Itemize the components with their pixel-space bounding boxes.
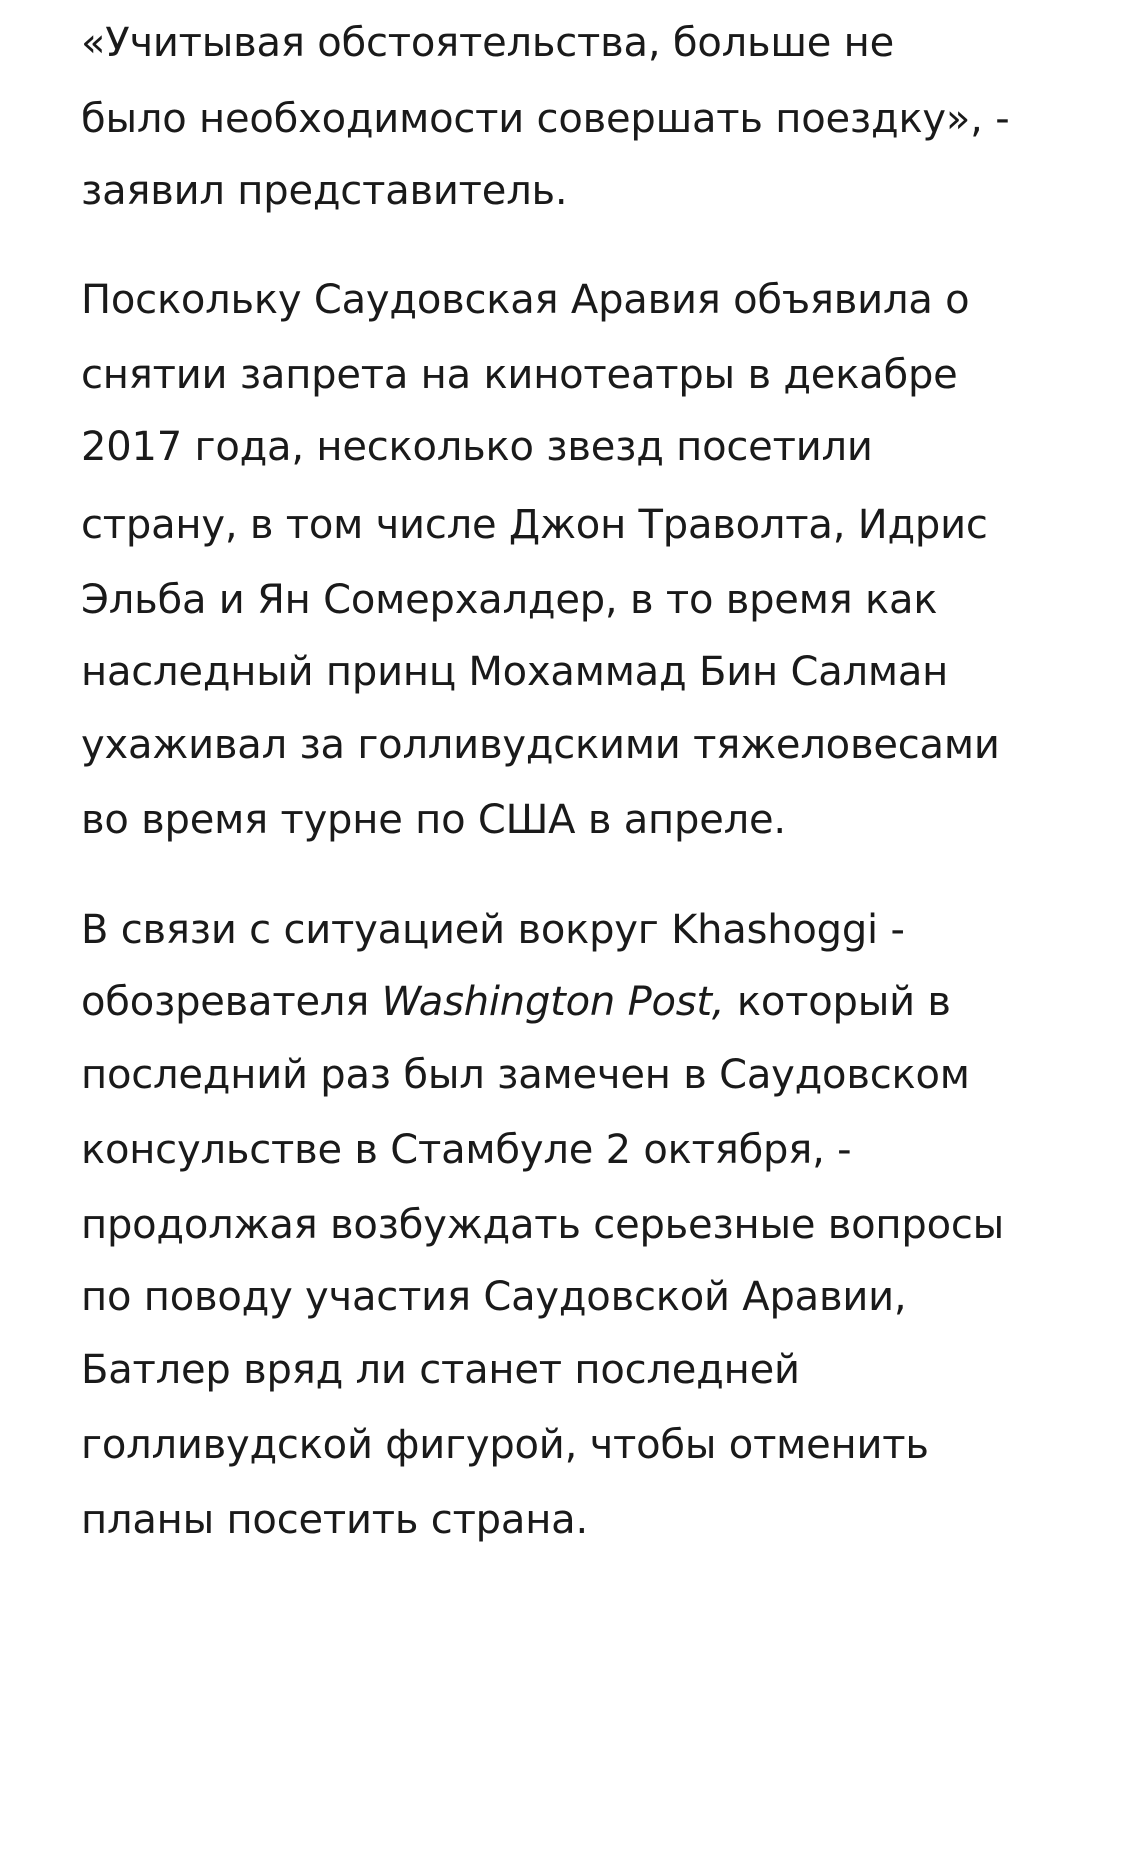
paragraph-line: заявил представитель. xyxy=(81,168,568,214)
paragraph-line: снятии запрета на кинотеатры в декабре xyxy=(81,352,958,398)
paragraph-line: страну, в том числе Джон Траволта, Идрис xyxy=(81,502,988,548)
paragraph-line: голливудской фигурой, чтобы отменить xyxy=(81,1422,929,1468)
paragraph-line: продолжая возбуждать серьезные вопросы xyxy=(81,1202,1005,1248)
paragraph-line: «Учитывая обстоятельства, больше не xyxy=(81,20,895,66)
paragraph-line: было необходимости совершать поездку», - xyxy=(81,96,1010,142)
paragraph-line xyxy=(81,977,951,1027)
paragraph-text: который в xyxy=(724,979,951,1025)
paragraph-line: консульстве в Стамбуле 2 октября, - xyxy=(81,1127,852,1173)
paragraph-line: по поводу участия Саудовской Аравии, xyxy=(81,1274,907,1320)
paragraph-line: 2017 года, несколько звезд посетили xyxy=(81,424,873,470)
paragraph-line: наследный принц Мохаммад Бин Салман xyxy=(81,649,949,695)
paragraph-line: В связи с ситуацией вокруг Khashoggi - xyxy=(81,907,905,953)
paragraph-line: Батлер вряд ли станет последней xyxy=(81,1347,800,1393)
paragraph-line: Эльба и Ян Сомерхалдер, в то время как xyxy=(81,577,938,623)
paragraph-line: Поскольку Саудовская Аравия объявила о xyxy=(81,277,970,323)
paragraph-line: ухаживал за голливудскими тяжеловесами xyxy=(81,722,1000,768)
paragraph-text: обозревателя xyxy=(81,979,382,1025)
paragraph-line: планы посетить страна. xyxy=(81,1497,588,1543)
publication-name: Washington Post, xyxy=(381,979,725,1025)
paragraph-line: последний раз был замечен в Саудовском xyxy=(81,1052,970,1098)
paragraph-line: во время турне по США в апреле. xyxy=(81,797,786,843)
